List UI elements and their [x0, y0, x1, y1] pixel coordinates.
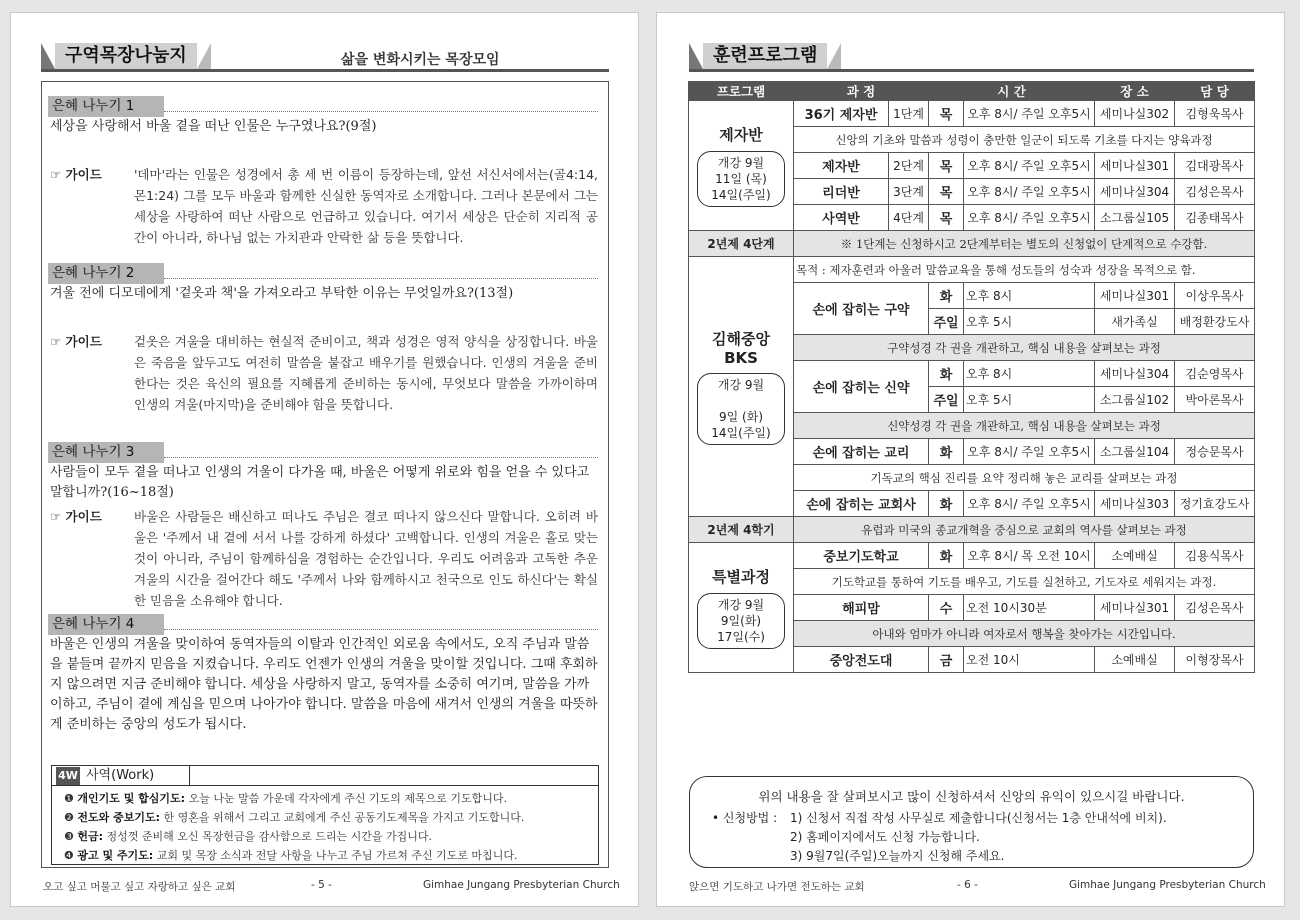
table-row: 해피맘 수 오전 10시30분 세미나실301 김성은목사 — [689, 595, 1255, 621]
table-row: 기독교의 핵심 진리를 요약 정리해 놓은 교리를 살펴보는 과정 — [689, 465, 1255, 491]
guide-text: 바울은 사람들은 배신하고 떠나도 주님은 결코 떠나지 않으신다 말합니다. 오히려 바울은 '주께서 내 곁에 서서 나를 강하게 하셨다' 고백합니다. 인생의 겨울은 홀로 맞는 것이 아니라, 주님이 함께하심을 경험하는 순간입니다. 우리도 어려움과 고독한 추운 겨울의 시간을 걸어간다 해도 '주께서 나와 함께하시고 천국으로 인도 하신다'는 확실한 믿음을 소유해야 합니다. — [134, 509, 598, 608]
question: 세상을 사랑해서 바울 곁을 떠난 인물은 누구였나요?(9절) — [50, 119, 377, 134]
page-subtitle: 삶을 변화시키는 목장모임 — [341, 52, 500, 68]
table-row: 손에 잡히는 교리 화 오후 8시/ 주일 오후5시 소그룹실104 정승문목사 — [689, 439, 1255, 465]
notice-box — [689, 776, 1254, 868]
table-row: 구약성경 각 권을 개관하고, 핵심 내용을 살펴보는 과정 — [689, 335, 1255, 361]
footer-right: Gimhae Jungang Presbyterian Church — [1069, 879, 1266, 891]
table-row: 주일 오후 5시 소그룹실102 박아론목사 — [689, 387, 1255, 413]
guide-label: ☞ 가이드 — [50, 509, 102, 524]
training-table — [688, 81, 1255, 673]
table-row: 특별과정 개강 9월 9일(화) 17일(수) 중보기도학교 화 오후 8시/ 목 오전 10시 소예배실 김용식목사 — [689, 543, 1255, 569]
work-title: 사역(Work) — [80, 766, 190, 786]
section-heading: 은혜 나누기 3 — [48, 442, 164, 463]
question: 바울은 인생의 겨울을 맞이하여 동역자들의 이탈과 인간적인 외로움 속에서도, 오직 주님과 말씀을 붙들며 끝까지 믿음을 지켰습니다. 우리도 언젠가 인생의 겨울을 맞이할 것입니다. 그때 후회하지 않으려면 지금 준비해야 합니다. 세상을 사랑하지 말고, 동역자를 소중히 여기며, 말씀을 가까이하고, 주님이 곁에 계심을 믿으며 나아가야 합니다. 말씀을 마음에 새겨서 인생의 겨울을 따뜻하게 준비하는 중앙의 성도가 됩시다. — [50, 637, 598, 732]
table-row: 신앙의 기초와 말씀과 성령이 충만한 일군이 되도록 기초를 다지는 양육과정 — [689, 127, 1255, 153]
page-title-banner — [689, 43, 841, 69]
page-title: 훈련프로그램 — [703, 43, 827, 69]
section-3 — [48, 441, 602, 611]
table-row: 주일 오후 5시 새가족실 배정환강도사 — [689, 309, 1255, 335]
opening-bubble: 개강 9월 9일(화) 17일(수) — [697, 593, 785, 649]
table-row: 2년제 4단계 ※ 1단계는 신청하시고 2단계부터는 별도의 신청없이 단계적으로 수강함. — [689, 231, 1255, 257]
table-row: 2년제 4학기 유럽과 미국의 종교개혁을 중심으로 교회의 역사를 살펴보는 과정 — [689, 517, 1255, 543]
opening-bubble: 개강 9월 11일 (목) 14일(주일) — [697, 151, 785, 207]
page-6 — [656, 12, 1285, 907]
work-item: ❸ 헌금: 정성껏 준비해 오신 목장헌금을 감사함으로 드리는 시간을 가집니다. — [64, 830, 433, 843]
guide-text: 겉옷은 겨울을 대비하는 현실적 준비이고, 책과 성경은 영적 양식을 상징합니다. 바울은 죽음을 앞두고도 여전히 말씀을 붙잡고 배우기를 원했습니다. 인생의 겨울을 준비한다는 것은 육신의 필요를 지혜롭게 준비하는 동시에, 무엇보다 말씀을 가까이하며 인생의 겨울(마지막)을 준비해야 함을 뜻합니다. — [134, 334, 598, 412]
content-frame — [41, 81, 609, 868]
table-row: 손에 잡히는 신약 화 오후 8시 세미나실304 김순영목사 — [689, 361, 1255, 387]
section-heading: 은혜 나누기 1 — [48, 96, 164, 117]
section-2 — [48, 262, 602, 415]
work-list — [52, 786, 598, 865]
table-row: 손에 잡히는 구약 화 오후 8시 세미나실301 이상우목사 — [689, 283, 1255, 309]
page-title-banner — [41, 43, 211, 69]
header-rule — [41, 69, 609, 72]
work-item: ❹ 광고 및 주기도: 교회 및 목장 소식과 전달 사항을 나누고 주님 가르쳐 주신 기도로 마칩니다. — [64, 849, 518, 862]
apply-step-3: 3) 9월7일(주일)오늘까지 신청해 주세요. — [790, 849, 1005, 863]
section-4 — [48, 613, 602, 736]
section-1 — [48, 95, 602, 248]
apply-step-2: 2) 홈페이지에서도 신청 가능합니다. — [790, 830, 980, 844]
table-row: 제자반 2단계 목 오후 8시/ 주일 오후5시 세미나실301 김대광목사 — [689, 153, 1255, 179]
program-bks: 김해중앙 BKS 개강 9월 9일 (화) 14일(주일) — [689, 257, 794, 517]
question: 사람들이 모두 곁을 떠나고 인생의 겨울이 다가올 때, 바울은 어떻게 위로와 힘을 얻을 수 있다고 말합니까?(16~18절) — [50, 465, 590, 500]
page-5 — [10, 12, 639, 907]
section-heading: 은혜 나누기 4 — [48, 614, 164, 635]
page-number: - 6 - — [957, 879, 978, 891]
table-row: 신약성경 각 권을 개관하고, 핵심 내용을 살펴보는 과정 — [689, 413, 1255, 439]
guide-label: ☞ 가이드 — [50, 167, 102, 182]
apply-label: • 신청방법 : — [712, 811, 778, 825]
sections — [42, 95, 608, 736]
table-row: 아내와 엄마가 아니라 여자로서 행복을 찾아가는 시간입니다. — [689, 621, 1255, 647]
table-header-row: 프로그램 과 정 시 간 장 소 담 당 — [689, 82, 1255, 101]
work-box — [51, 765, 599, 865]
header-rule — [689, 69, 1254, 72]
table-row: 리더반 3단계 목 오후 8시/ 주일 오후5시 세미나실304 김성은목사 — [689, 179, 1255, 205]
table-row: 기도학교를 통하여 기도를 배우고, 기도를 실천하고, 기도자로 세워지는 과정. — [689, 569, 1255, 595]
program-disciple: 제자반 개강 9월 11일 (목) 14일(주일) — [689, 101, 794, 231]
work-item: ❶ 개인기도 및 합심기도: 오늘 나눈 말씀 가운데 각자에게 주신 기도의 제목으로 기도합니다. — [64, 792, 507, 805]
work-badge: 4W — [56, 767, 80, 785]
question: 겨울 전에 디모데에게 '겉옷과 책'을 가져오라고 부탁한 이유는 무엇일까요?(13절) — [50, 286, 514, 301]
work-item: ❷ 전도와 중보기도: 한 영혼을 위해서 그리고 교회에게 주신 공동기도제목을 가지고 기도합니다. — [64, 811, 525, 824]
table-row: 제자반 개강 9월 11일 (목) 14일(주일) 36기 제자반 1단계 목 오후 8시/ 주일 오후5시 세미나실302 김형욱목사 — [689, 101, 1255, 127]
table-row: 중앙전도대 금 오전 10시 소예배실 이형장목사 — [689, 647, 1255, 673]
table-row: 손에 잡히는 교회사 화 오후 8시/ 주일 오후5시 세미나실303 정기효강도사 — [689, 491, 1255, 517]
page-title: 구역목장나눔지 — [55, 43, 197, 69]
guide-text: '데마'라는 인물은 성경에서 총 세 번 이름이 등장하는데, 앞선 서신서에서는(골4:14, 몬1:24) 그를 모두 바울과 함께한 신실한 동역자로 소개합니다. 그러나 본문에서 그는 세상을 사랑하여 떠난 사람으로 언급하고 있습니다. 여기서 세상은 단순히 지리적 공간이 아니라, 하나님 없는 가치관과 안락한 삶 등을 뜻합니다. — [134, 167, 598, 245]
footer-left: 앉으면 기도하고 나가면 전도하는 교회 — [689, 881, 865, 893]
apply-step-1: 1) 신청서 직접 작성 사무실로 제출합니다(신청서는 1층 안내석에 비치). — [790, 811, 1167, 825]
notice-headline: 위의 내용을 잘 살펴보시고 많이 신청하셔서 신앙의 유익이 있으시길 바랍니다. — [758, 789, 1185, 804]
footer-left: 오고 싶고 머물고 싶고 자랑하고 싶은 교회 — [43, 881, 236, 893]
table-row: 김해중앙 BKS 개강 9월 9일 (화) 14일(주일) 목적 : 제자훈련과 아울러 말씀교육을 통해 성도들의 성숙과 성장을 목적으로 함. — [689, 257, 1255, 283]
guide-label: ☞ 가이드 — [50, 334, 102, 349]
page-number: - 5 - — [311, 879, 332, 891]
table-row: 사역반 4단계 목 오후 8시/ 주일 오후5시 소그룹실105 김종태목사 — [689, 205, 1255, 231]
section-heading: 은혜 나누기 2 — [48, 263, 164, 284]
opening-bubble: 개강 9월 9일 (화) 14일(주일) — [697, 373, 785, 445]
footer-right: Gimhae Jungang Presbyterian Church — [423, 879, 620, 891]
program-special: 특별과정 개강 9월 9일(화) 17일(수) — [689, 543, 794, 673]
